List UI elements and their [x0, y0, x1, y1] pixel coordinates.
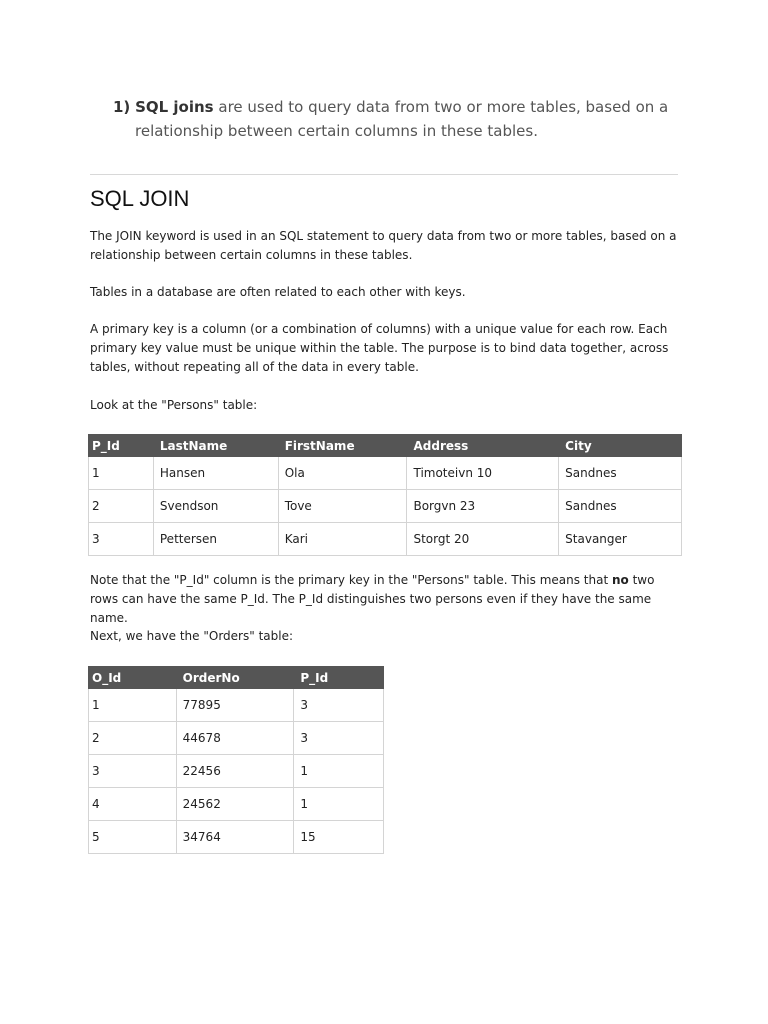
horizontal-divider: [90, 174, 678, 175]
column-header: FirstName: [278, 435, 407, 457]
table-cell: 2: [89, 490, 154, 523]
table-cell: Tove: [278, 490, 407, 523]
table-row: [89, 755, 384, 788]
column-header: LastName: [153, 435, 278, 457]
table-cell: 34764: [176, 821, 294, 854]
table-cell: Timoteivn 10: [407, 457, 559, 490]
paragraph-primary-key: A primary key is a column (or a combination of columns) with a unique value for each row. Each primary key value must be unique within the table. The purpose is to bind data together, across tables, without repeating all of the data in every table.: [90, 322, 669, 374]
table-cell: 3: [294, 689, 384, 722]
table-row: [89, 722, 384, 755]
table-cell: 1: [294, 755, 384, 788]
table-cell: 1: [294, 788, 384, 821]
paragraph-keys: Tables in a database are often related to each other with keys.: [90, 285, 466, 299]
table-cell: 24562: [176, 788, 294, 821]
intro-list-item: [113, 95, 673, 143]
persons-table: [88, 434, 682, 556]
table-cell: Storgt 20: [407, 523, 559, 556]
table-cell: 22456: [176, 755, 294, 788]
table-cell: 3: [89, 523, 154, 556]
column-header: P_Id: [89, 435, 154, 457]
table-cell: 44678: [176, 722, 294, 755]
page-heading: SQL JOIN: [90, 186, 190, 211]
paragraph-join-keyword: The JOIN keyword is used in an SQL statement to query data from two or more tables, based on a relationship between certain columns in these tables.: [90, 229, 677, 262]
table-cell: 2: [89, 722, 177, 755]
table-row: [89, 523, 682, 556]
note-text-before: Note that the "P_Id" column is the primary key in the "Persons" table. This means that: [90, 573, 612, 587]
table-cell: Sandnes: [559, 457, 682, 490]
list-number: 1): [113, 98, 131, 116]
column-header: Address: [407, 435, 559, 457]
table-cell: 1: [89, 689, 177, 722]
paragraph-primary-key-note: [90, 571, 680, 628]
note-emphasis: no: [611, 573, 629, 587]
intro-text: are used to query data from two or more tables, based on a: [213, 98, 669, 116]
column-header: City: [559, 435, 682, 457]
table-row: [89, 788, 384, 821]
paragraph-orders-intro: Next, we have the "Orders" table:: [90, 629, 294, 643]
table-row: [89, 490, 682, 523]
table-cell: Stavanger: [559, 523, 682, 556]
column-header: P_Id: [294, 667, 384, 689]
table-header-row: [89, 667, 384, 689]
paragraph-persons-intro: Look at the "Persons" table:: [90, 398, 258, 412]
table-row: [89, 689, 384, 722]
orders-table: [88, 666, 384, 854]
column-header: OrderNo: [176, 667, 294, 689]
column-header: O_Id: [89, 667, 177, 689]
table-row: [89, 821, 384, 854]
table-cell: Pettersen: [153, 523, 278, 556]
table-cell: Borgvn 23: [407, 490, 559, 523]
table-cell: 5: [89, 821, 177, 854]
table-header-row: [89, 435, 682, 457]
table-cell: 3: [294, 722, 384, 755]
table-cell: Ola: [278, 457, 407, 490]
table-cell: 77895: [176, 689, 294, 722]
table-cell: Hansen: [153, 457, 278, 490]
table-cell: 3: [89, 755, 177, 788]
table-cell: Svendson: [153, 490, 278, 523]
table-cell: Kari: [278, 523, 407, 556]
table-cell: 15: [294, 821, 384, 854]
table-cell: 1: [89, 457, 154, 490]
note-text-after: two rows can have the same P_Id. The P_Id distinguishes two persons even if they have the same name.: [90, 573, 655, 625]
table-cell: 4: [89, 788, 177, 821]
table-cell: Sandnes: [559, 490, 682, 523]
intro-text-line2: relationship between certain columns in these tables.: [135, 122, 538, 140]
intro-keyword: SQL joins: [135, 98, 214, 116]
table-row: [89, 457, 682, 490]
